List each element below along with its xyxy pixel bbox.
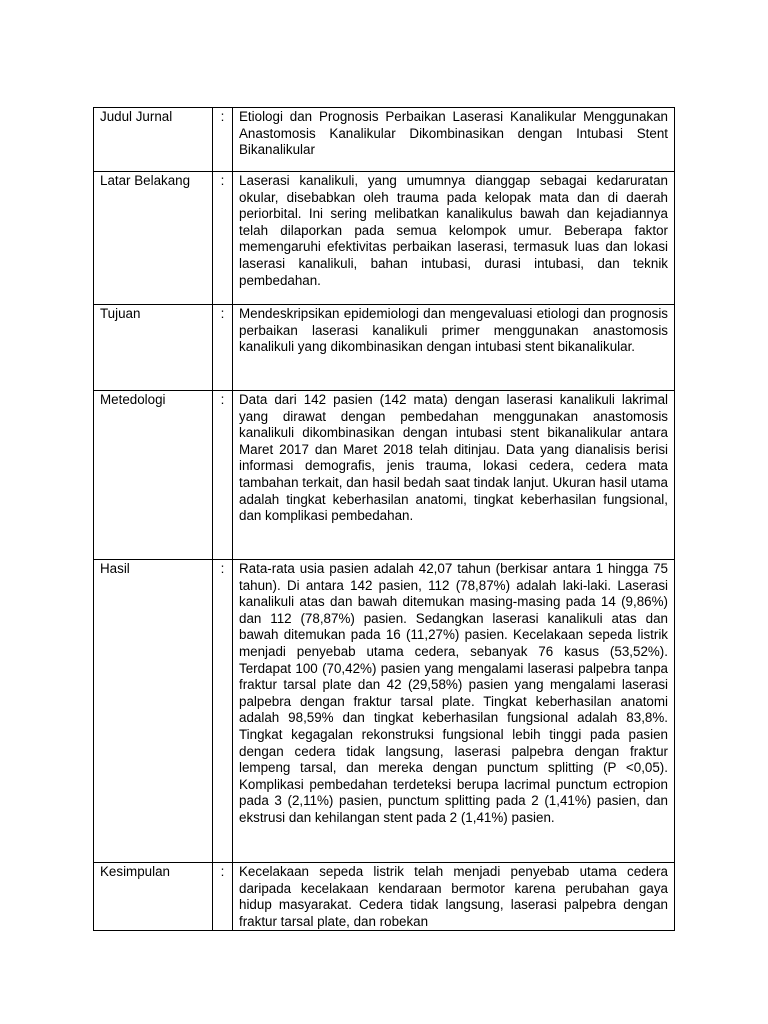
row-judul-jurnal <box>94 108 675 172</box>
row-kesimpulan <box>94 863 675 931</box>
row-value <box>233 108 675 172</box>
row-colon: : <box>213 172 233 305</box>
row-colon: : <box>213 108 233 172</box>
row-metedologi <box>94 391 675 560</box>
journal-summary-table <box>93 107 675 931</box>
row-colon: : <box>213 863 233 931</box>
row-colon: : <box>213 305 233 391</box>
row-colon: : <box>213 391 233 560</box>
row-label: Metedologi <box>94 391 213 560</box>
row-value <box>233 172 675 305</box>
row-label: Kesimpulan <box>94 863 213 931</box>
row-colon: : <box>213 560 233 863</box>
row-value-text: Etiologi dan Prognosis Perbaikan Laserasi Kanalikular Menggunakan Anastomosis Kanalikular Dikombinasikan dengan Intubasi Stent Bikanalikular <box>239 109 668 158</box>
row-value <box>233 863 675 931</box>
row-label: Tujuan <box>94 305 213 391</box>
row-tujuan <box>94 305 675 391</box>
row-value-text: Rata-rata usia pasien adalah 42,07 tahun (berkisar antara 1 hingga 75 tahun). Di antara 142 pasien, 112 (78,87%) adalah laki-laki. Laserasi kanalikuli atas dan bawah ditemukan masing-masing pada 14 (9,86%) dan 112 (78,87%) pasien. Sedangkan laserasi kanalikuli atas dan bawah ditemukan pada 16 (11,27%) pasien. Kecelakaan sepeda listrik menjadi penyebab utama cedera, sebanyak 76 kasus (53,52%). Terdapat 100 (70,42%) pasien yang mengalami laserasi palpebra tanpa fraktur tarsal plate dan 42 (29,58%) pasien yang mengalami laserasi palpebra dengan fraktur tarsal plate. Tingkat keberhasilan anatomi adalah 98,59% dan tingkat keberhasilan fungsional adalah 83,8%. Tingkat kegagalan rekonstruksi fungsional lebih tinggi pada pasien dengan cedera tidak langsung, laserasi palpebra dengan fraktur lempeng tarsal, dan mereka dengan punctum splitting (P <0,05). Komplikasi pembedahan terdeteksi berupa lacrimal punctum ectropion pada 3 (2,11%) pasien, punctum splitting pada 2 (1,41%) pasien, dan ekstrusi dan kehilangan stent pada 2 (1,41%) pasien. <box>239 561 668 825</box>
row-value-text: Kecelakaan sepeda listrik telah menjadi penyebab utama cedera daripada kecelakaan kendaraan bermotor karena perubahan gaya hidup masyarakat. Cedera tidak langsung, laserasi palpebra dengan fraktur tarsal plate, dan robekan <box>239 864 668 929</box>
row-label: Latar Belakang <box>94 172 213 305</box>
row-label: Judul Jurnal <box>94 108 213 172</box>
row-value <box>233 391 675 560</box>
row-value-clip <box>239 864 668 930</box>
row-value-text: Data dari 142 pasien (142 mata) dengan laserasi kanalikuli lakrimal yang dirawat dengan pembedahan menggunakan anastomosis kanalikuli dikombinasikan dengan intubasi stent bikanalikular antara Maret 2017 dan Maret 2018 telah ditinjau. Data yang dianalisis berisi informasi demografis, jenis trauma, lokasi cedera, cedera mata tambahan terkait, dan hasil bedah saat tindak lanjut. Ukuran hasil utama adalah tingkat keberhasilan anatomi, tingkat keberhasilan fungsional, dan komplikasi pembedahan. <box>239 392 668 524</box>
row-value-text: Laserasi kanalikuli, yang umumnya dianggap sebagai kedaruratan okular, disebabkan oleh trauma pada kelopak mata dan di daerah periorbital. Ini sering melibatkan kanalikulus bawah dan kejadiannya telah dilaporkan pada semua kelompok umur. Beberapa faktor memengaruhi efektivitas perbaikan laserasi, termasuk luas dan lokasi laserasi kanalikuli, bahan intubasi, durasi intubasi, dan teknik pembedahan. <box>239 173 668 288</box>
row-value <box>233 305 675 391</box>
row-value-text: Mendeskripsikan epidemiologi dan mengevaluasi etiologi dan prognosis perbaikan laserasi kanalikuli primer menggunakan anastomosis kanalikuli yang dikombinasikan dengan intubasi stent bikanalikular. <box>239 306 668 355</box>
row-latar-belakang <box>94 172 675 305</box>
row-label: Hasil <box>94 560 213 863</box>
row-value <box>233 560 675 863</box>
row-hasil <box>94 560 675 863</box>
